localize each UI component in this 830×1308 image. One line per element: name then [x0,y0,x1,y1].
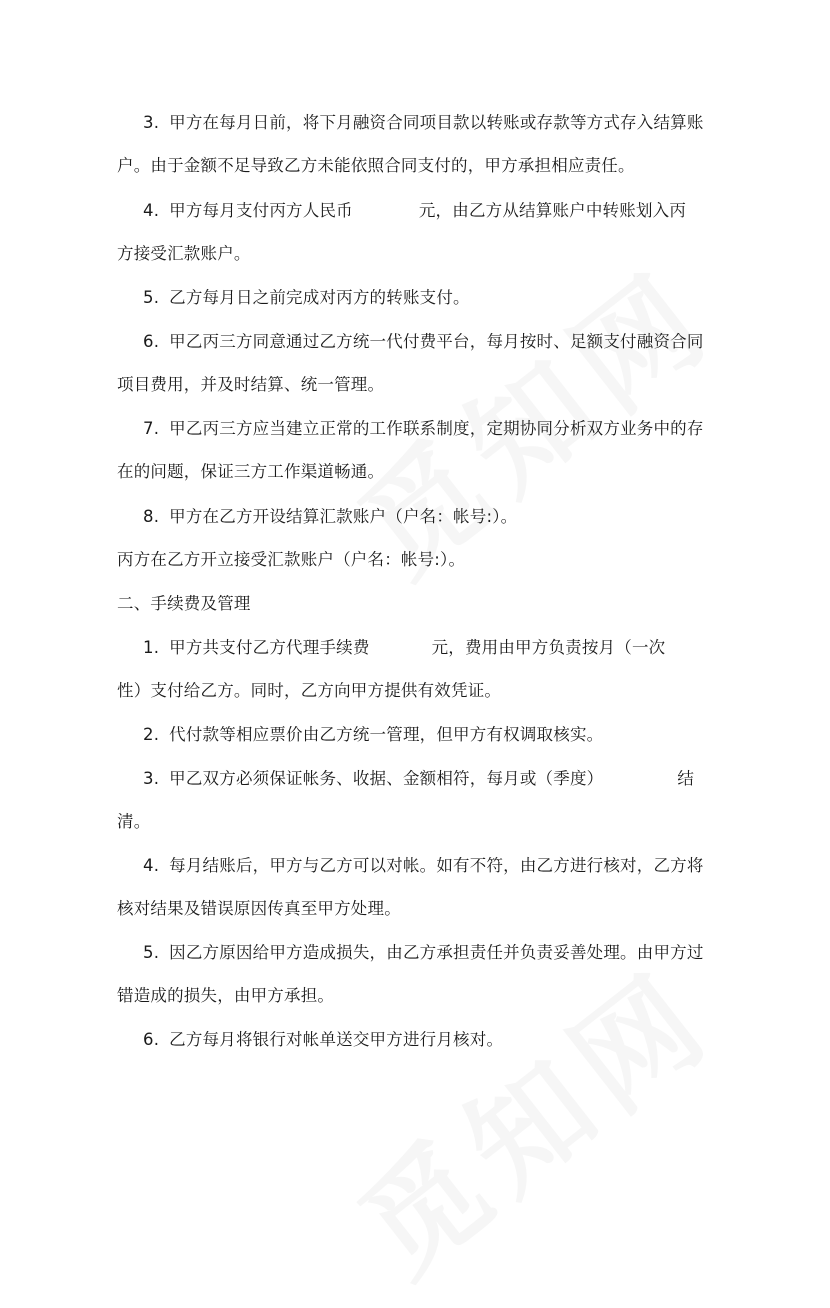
line-text: 性）支付给乙方。同时，乙方向甲方提供有效凭证。 [117,681,502,700]
line-text: 户。由于金额不足导致乙方未能依照合同支付的，甲方承担相应责任。 [117,156,635,175]
line-text: 元，由乙方从结算账户中转账划入丙 [418,201,687,220]
paragraph-line [117,242,251,266]
line-text: 甲方共支付乙方代理手续费 [169,638,370,657]
item-number: 4. [143,856,160,875]
line-text: 甲方在乙方开设结算汇款账户（户名：帐号:）。 [169,507,518,526]
line-text: 结 [677,769,695,788]
paragraph-line [143,286,470,310]
line-text: 乙方每月将银行对帐单送交甲方进行月核对。 [169,1030,504,1049]
item-number: 2. [143,725,160,744]
paragraph-line [143,330,704,354]
paragraph-line [117,679,501,703]
paragraph-line [143,723,603,747]
line-text: 丙方在乙方开立接受汇款账户（户名：帐号:）。 [117,550,466,569]
line-text: 甲方每月支付丙方人民币 [169,201,353,220]
paragraph-line [117,897,401,921]
paragraph-line [143,505,517,529]
line-text: 甲乙双方必须保证帐务、收据、金额相符，每月或（季度） [169,769,604,788]
paragraph-line [143,111,704,135]
item-number: 3. [143,113,160,132]
paragraph-line [143,854,704,878]
item-number: 6. [143,332,160,351]
paragraph-line [143,1028,503,1052]
paragraph-line [117,810,150,834]
item-number: 1. [143,638,160,657]
line-text: 因乙方原因给甲方造成损失，由乙方承担责任并负责妥善处理。由甲方过 [169,943,704,962]
paragraph-line [117,460,384,484]
line-text: 代付款等相应票价由乙方统一管理，但甲方有权调取核实。 [169,725,604,744]
paragraph-line [117,984,334,1008]
paragraph-line [117,548,465,572]
line-text: 二、手续费及管理 [117,594,251,613]
paragraph-line [143,199,686,223]
item-number: 5. [143,943,160,962]
line-text: 甲乙丙三方同意通过乙方统一代付费平台，每月按时、足额支付融资合同 [169,332,704,351]
watermark [320,924,743,1307]
paragraph-line [117,373,384,397]
line-text: 甲乙丙三方应当建立正常的工作联系制度，定期协同分析双方业务中的存 [169,419,704,438]
paragraph-line [143,636,665,660]
paragraph-line [117,154,635,178]
line-text: 清。 [117,812,151,831]
section-heading [117,592,251,616]
line-text: 在的问题，保证三方工作渠道畅通。 [117,462,385,481]
line-text: 方接受汇款账户。 [117,244,251,263]
line-text: 元，费用由甲方负责按月（一次 [431,638,666,657]
line-text: 甲方在每月日前，将下月融资合同项目款以转账或存款等方式存入结算账 [169,113,704,132]
item-number: 6. [143,1030,160,1049]
paragraph-line [143,417,704,441]
paragraph-line [143,941,704,965]
line-text: 核对结果及错误原因传真至甲方处理。 [117,899,401,918]
line-text: 乙方每月日之前完成对丙方的转账支付。 [169,288,470,307]
item-number: 8. [143,507,160,526]
line-text: 项目费用，并及时结算、统一管理。 [117,375,385,394]
item-number: 4. [143,201,160,220]
line-text: 每月结账后，甲方与乙方可以对帐。如有不符，由乙方进行核对，乙方将 [169,856,704,875]
item-number: 7. [143,419,160,438]
paragraph-line [143,767,694,791]
item-number: 5. [143,288,160,307]
line-text: 错造成的损失，由甲方承担。 [117,986,335,1005]
item-number: 3. [143,769,160,788]
